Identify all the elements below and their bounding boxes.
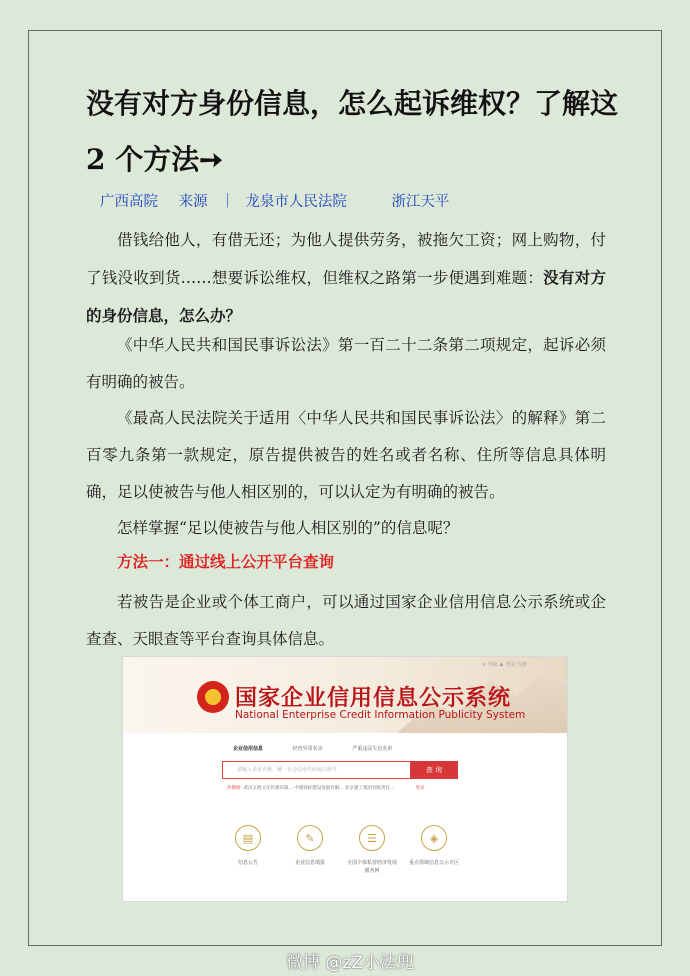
tab-abnormal-list[interactable]: 经营异常名录 — [292, 746, 323, 752]
service-individual-business[interactable] — [347, 825, 397, 875]
paragraph-1-text: 借钱给他人，有借无还；为他人提供劳务，被拖欠工资；网上购物，付了钱没收到货……想要诉讼维权，但维权之路第一步便遇到难题： — [86, 231, 606, 287]
hot-search — [227, 785, 425, 791]
search-button[interactable]: 查 询 — [410, 761, 458, 779]
system-name-cn: 国家企业信用信息公示系统 — [235, 686, 512, 711]
info-notice-label: 信息公告 — [237, 860, 258, 866]
paragraph-2: 《中华人民共和国民事诉讼法》第一百二十二条第二项规定，起诉必须有明确的被告。 — [86, 336, 606, 391]
embedded-screenshot — [123, 657, 567, 901]
individual-business-label: 全国个体私营经济发展服务网 — [347, 860, 398, 874]
hot-search-more[interactable]: 更多 — [415, 786, 425, 791]
service-icons — [223, 825, 483, 895]
paragraph-3: 《最高人民法院关于适用〈中华人民共和国民事诉讼法〉的解释》第二百零九条第一款规定，原告提供被告的姓名或者名称、住所等信息具体明确，足以使被告与他人相区别的，可以认定为有明确的被告。 — [86, 409, 606, 501]
tab-blacklist[interactable]: 严重违法失信名单 — [352, 746, 393, 752]
method-1-heading: 方法一：通过线上公开平台查询 — [117, 552, 335, 571]
site-top-links[interactable]: ⚲ 导航 ♟ 登录 注册 — [482, 662, 527, 668]
key-area-label: 重点领域信息公示专区 — [409, 860, 460, 866]
info-notice-icon: ▤ — [235, 825, 261, 851]
national-emblem-icon — [197, 681, 229, 713]
search-placeholder: 请输入企业名称、统一社会信用代码或注册号 — [237, 767, 338, 773]
byline-source1: 广西高院 — [100, 194, 158, 210]
enterprise-report-label: 企业信息填报 — [294, 860, 325, 866]
byline-source3: 浙江天平 — [391, 194, 450, 210]
hot-search-label: 热搜榜: — [227, 786, 243, 791]
site-banner — [123, 657, 567, 733]
weibo-watermark: 微博 @zZ小法兜 — [286, 953, 414, 973]
enterprise-report-icon: ✎ — [297, 825, 323, 851]
individual-business-icon: ☰ — [359, 825, 385, 851]
paragraph-1 — [86, 222, 606, 335]
key-area-icon: ◈ — [421, 825, 447, 851]
paragraph-4: 怎样掌握“足以使被告与他人相区别的”的信息呢？ — [117, 519, 459, 537]
service-enterprise-report[interactable] — [285, 825, 335, 867]
system-name-en: National Enterprise Credit Information Publicity System — [235, 709, 526, 721]
search-tabs — [233, 745, 420, 752]
tab-enterprise-credit[interactable]: 企业信用信息 — [233, 746, 264, 752]
paragraph-1-bold: 没有对方的身份信息，怎么办？ — [86, 268, 606, 325]
paragraph-5: 若被告是企业或个体工商户，可以通过国家企业信用信息公示系统或企查查、天眼查等平台查询具体信息。 — [86, 593, 606, 648]
hot-search-items[interactable]: 武汉五胜文化传媒有限... 中建商砼建设发展有限... 北京建工集团有限责任... — [243, 786, 395, 791]
byline-source2: 龙泉市人民法院 — [245, 194, 347, 210]
byline — [100, 190, 449, 211]
article-title: 没有对方身份信息，怎么起诉维权？了解这 2 个方法➙ — [86, 87, 619, 176]
byline-source-label: 来源 — [178, 194, 208, 210]
service-info-notice[interactable] — [223, 825, 273, 867]
service-key-area[interactable] — [409, 825, 459, 867]
byline-separator: ｜ — [220, 194, 235, 210]
